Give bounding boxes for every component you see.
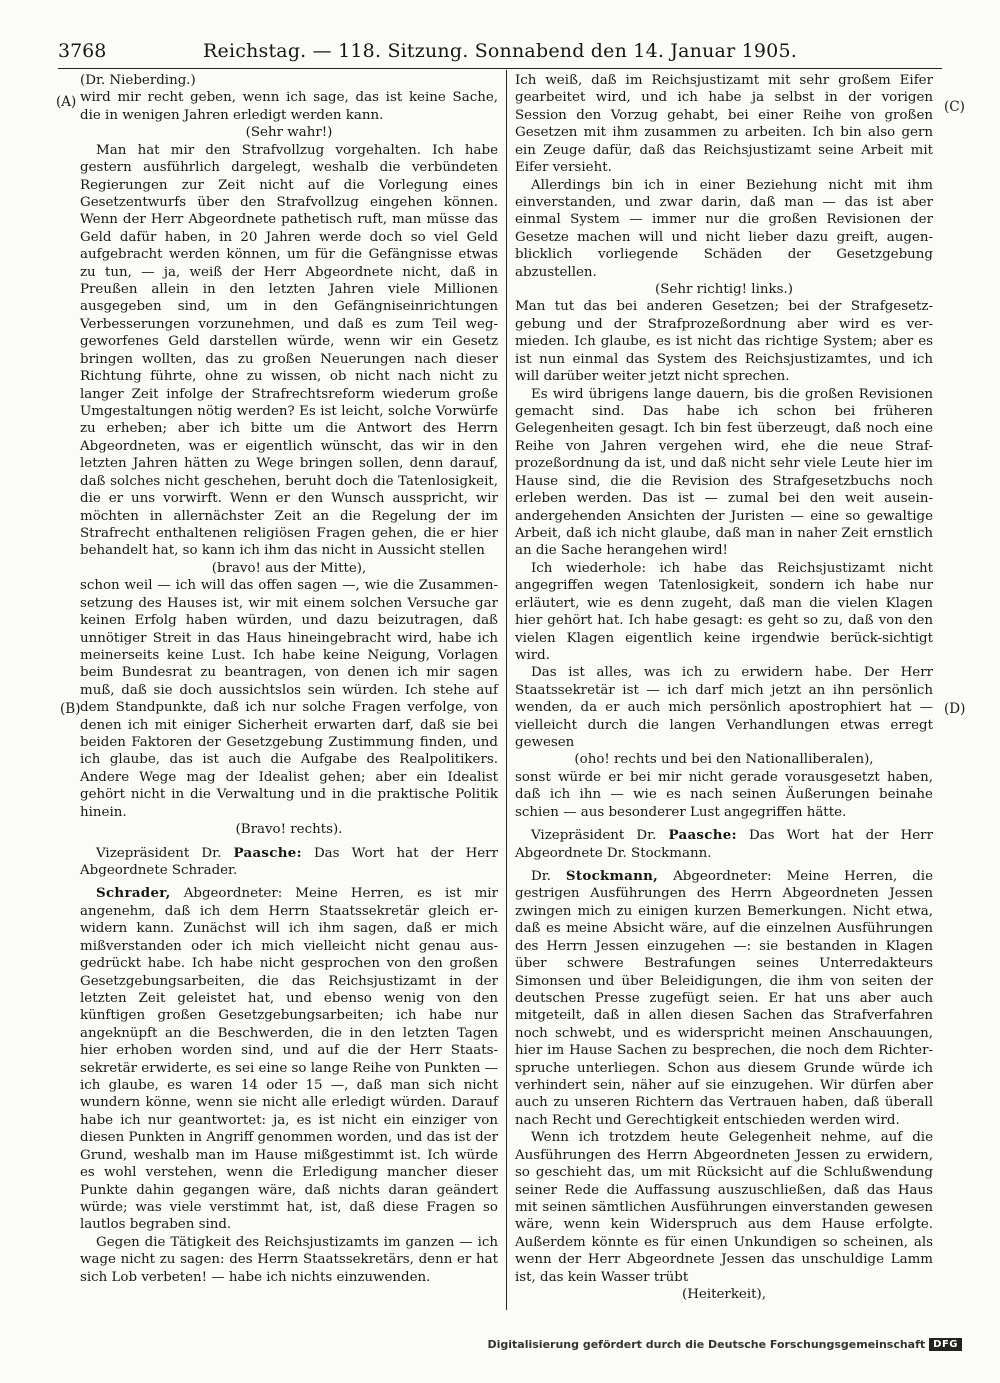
speech-text: Abgeordneter: Meine Herren, es ist mir angenehm, daß ich dem Herrn Staatssekretär gleich er-widern kann. Zunächst will ich ihm sagen, daß er mich mißverstanden oder ich mich vielleicht nicht genau aus-gedrückt habe. Ich habe nicht gesprochen von den großen Gesetzgebungsarbeiten, die das Reichsjustizamt in der letzten Zeit geleistet hat, und ebenso wenig von den künftigen großen Gesetzgebungsarbeiten; ich habe nur angeknüpft an die Beschwerden, die in den letzten Tagen hier erhoben worden sind, und auf die der Herr Staats-sekretär erwiderte, es sei eine so lange Reihe von Punkten — ich glaube, es waren 14 oder 15 —, daß man sich nicht wundern könne, wenn sie nicht alle erledigt würden. Darauf habe ich nur geantwortet: ja, es ist nicht ein einziger von diesen Punkten in Angriff genommen worden, und das ist der Grund, weshalb man im Hause mißgestimmt ist. Ich würde es wohl verstehen, wenn die Erledigung mancher dieser Punkte dahin gegangen wäre, daß nichts daran geändert würde; was viele verstimmt hat, ist, daß diese Fragen so lautlos begraben sind. bbox=[80, 886, 498, 1233]
vice-president-remark bbox=[515, 827, 933, 862]
speech-schrader bbox=[80, 885, 498, 1233]
interjection: (Sehr wahr!) bbox=[245, 125, 333, 141]
column-divider bbox=[506, 70, 507, 1310]
speaker-continued: (Dr. Nieberding.) bbox=[80, 73, 196, 88]
page-number: 3768 bbox=[58, 40, 107, 62]
paragraph: schon weil — ich will das offen sagen —, wie die Zusammen-setzung des Hauses ist, wir mit einem solchen Versuche gar keinen Erfolg haben würden, und dazu beizutragen, daß unnötiger Streit in das Haus hineingebracht wird, habe ich meinerseits keine Lust. Ich habe keine Neigung, Vorlagen beim Bundesrat zu beantragen, von denen ich mir sagen muß, daß sie doch aussichtslos sein würden. Ich stehe auf dem Standpunkte, daß ich nur solche Fragen verfolge, von denen ich mit einiger Sicherheit erwarten darf, daß sie bei beiden Faktoren der Gesetzgebung Zustimmung finden, und ich glaube, das ist auch die Aufgabe des Realpolitikers. Andere Wege mag der Idealist gehen; aber ein Idealist gehört nicht in die Verwaltung und in die praktische Politik hinein. bbox=[80, 578, 498, 820]
margin-marker-b: (B) bbox=[60, 701, 81, 717]
paragraph: Wenn ich trotzdem heute Gelegenheit nehme, auf die Ausführungen des Herrn Abgeordneten Jessen zu erwidern, so geschieht das, um mit Rücksicht auf die Schlußwendung seiner Rede die Auffassung auszuschließen, daß das Haus mit seinen sämtlichen Ausführungen einverstanden gewesen wäre, wenn kein Widerspruch aus dem Hause erfolgte. Außerdem könnte es für einen Unkundigen so scheinen, als wenn der Herr Abgeordnete Jessen das unschuldige Lamm ist, das kein Wasser trübt bbox=[515, 1130, 933, 1285]
paragraph: Man hat mir den Strafvollzug vorgehalten. Ich habe gestern ausführlich dargelegt, weshalb die verbündeten Regierungen zur Zeit nicht auf die Vorlegung eines Gesetzentwurfs über den Strafvollzug eingehen können. Wenn der Herr Abgeordnete pathetisch ruft, man müsse das Geld dafür haben, in 20 Jahren werde doch so viel Geld aufgebracht werden können, um für die Gefängnisse etwas zu tun, — ja, weiß der Herr Abgeordnete nicht, daß in Preußen allein in den letzten Jahren viele Millionen ausgegeben sind, um in den Gefängniseinrichtungen Verbesserungen vorzunehmen, und daß es zum Teil weg-geworfenes Geld darstellen würde, wenn wir ein Gesetz bringen wollten, das zu großen Neuerungen nach dieser Richtung führte, ohne zu wissen, ob nicht nach nicht zu langer Zeit infolge der Strafrechtsreform wiederum große Umgestaltungen nötig werden? Es ist leicht, solche Vorwürfe zu erheben; aber ich bitte um die Antwort des Herrn Abgeordneten, was er eigentlich wünscht, das wir in den letzten Jahren hätten zu Wege bringen sollen, denn darauf, daß solches nicht geschehen, beruht doch die Tatenlosigkeit, die er uns vorwirft. Wenn er den Wunsch ausspricht, wir möchten in allernächster Zeit an die Regelung der im Strafrecht enthaltenen religiösen Fragen gehen, die er hier behandelt hat, so kann ich ihm das nicht in Aussicht stellen bbox=[80, 142, 498, 559]
speech-text: Abgeordneter: Meine Herren, die gestrigen Ausführungen des Herrn Abgeordneten Jessen zwingen mich zu einigen kurzen Bemerkungen. Nicht etwa, daß es meine Absicht wäre, auf die einzelnen Ausführungen des Herrn Jessen einzugehen —: sie bestanden in Klagen über schwere Bestrafungen seines Unterredakteurs Simonsen und über Beleidigungen, die ihm von seiten der deutschen Presse zugefügt seien. Er hat uns aber auch mitgeteilt, daß in allen diesen Sachen das Strafverfahren noch schwebt, und es widerspricht meinen Anschauungen, hier im Hause Sachen zu besprechen, die noch dem Richter-spruche unterliegen. Schon aus diesem Grunde würde ich verhindert sein, näher auf sie einzugehen. Wir dürfen aber auch zu unseren Richtern das Vertrauen haben, daß überall nach Recht und Gerechtigkeit entschieden werden wird. bbox=[515, 868, 933, 1128]
paragraph: Gegen die Tätigkeit des Reichsjustizamts im ganzen — ich wage nicht zu sagen: des Herrn Staatssekretärs, denn er hat sich Lob verbeten! — habe ich nichts einzuwenden. bbox=[80, 1234, 498, 1285]
paragraph: Ich weiß, daß im Reichsjustizamt mit sehr großem Eifer gearbeitet wird, und ich habe ja selbst in der vorigen Session den Vorzug gehabt, bei einer Reihe von großen Gesetzen mit ihm zusammen zu arbeiten. Ich bin also gern ein Zeuge dafür, daß das Reichsjustizamt seine Arbeit mit Eifer versieht. bbox=[515, 73, 933, 176]
speaker-name: Schrader, bbox=[96, 885, 171, 902]
left-column bbox=[80, 72, 498, 1286]
running-head: Reichstag. — 118. Sitzung. Sonnabend den 14. Januar 1905. bbox=[203, 40, 797, 62]
speaker-name: Stockmann, bbox=[565, 867, 659, 884]
dfg-logo-icon: DFG bbox=[929, 1338, 962, 1351]
speaker-prefix: Dr. bbox=[531, 868, 566, 884]
speech-stockmann bbox=[515, 868, 933, 1129]
page-header bbox=[58, 40, 942, 70]
vice-president-remark bbox=[80, 845, 498, 880]
right-column bbox=[515, 72, 933, 1304]
interjection: (Sehr richtig! links.) bbox=[655, 282, 793, 298]
speaker-name: Paasche: bbox=[668, 827, 737, 844]
paragraph: Das ist alles, was ich zu erwidern habe. Der Herr Staatssekretär ist — ich darf mich jetzt an ihn persönlich wenden, da er auch mich persönlich apostrophiert hat — vielleicht durch die langen Verhandlungen etwas erregt gewesen bbox=[515, 665, 933, 751]
paragraph: wird mir recht geben, wenn ich sage, das ist keine Sache, die in wenigen Jahren erledigt werden kann. bbox=[80, 90, 498, 123]
margin-marker-d: (D) bbox=[944, 701, 966, 717]
interjection: (Heiterkeit), bbox=[682, 1287, 766, 1303]
vp-prefix: Vizepräsident Dr. bbox=[531, 828, 669, 844]
funding-footer bbox=[487, 1338, 962, 1351]
header-rule bbox=[58, 68, 942, 69]
paragraph: Man tut das bei anderen Gesetzen; bei der Strafgesetz-gebung und der Strafprozeßordnung aber wird es ver-mieden. Ich glaube, es ist nicht das richtige System; aber es ist nun einmal das System des Reichsjustizamtes, und ich will darüber weiter jetzt nicht sprechen. bbox=[515, 299, 933, 385]
vp-text: Das Wort hat der Herr Abgeordnete Schrader. bbox=[80, 845, 498, 878]
funding-note: Digitalisierung gefördert durch die Deutsche Forschungsgemeinschaft bbox=[487, 1338, 926, 1351]
interjection: (Bravo! rechts). bbox=[235, 822, 343, 838]
speaker-name: Paasche: bbox=[233, 844, 302, 861]
margin-marker-c: (C) bbox=[944, 99, 965, 115]
paragraph: sonst würde er bei mir nicht gerade vorausgesetzt haben, daß ich ihn — wie es nach seinen Äußerungen beinahe schien — aus besonderer Lust angegriffen hätte. bbox=[515, 769, 933, 820]
paragraph: Ich wiederhole: ich habe das Reichsjustizamt nicht angegriffen wegen Tatenlosigkeit, sondern ich habe nur erläutert, wie es denn zugeht, daß man die vielen Klagen hier gehört hat. Ich habe gesagt: es geht so zu, daß von den vielen Klagen eigentlich keine irgendwie berück-sichtigt wird. bbox=[515, 560, 933, 663]
margin-marker-a: (A) bbox=[56, 94, 77, 110]
interjection: (oho! rechts und bei den Nationalliberalen), bbox=[574, 752, 874, 768]
interjection: (bravo! aus der Mitte), bbox=[211, 560, 367, 576]
paragraph: Allerdings bin ich in einer Beziehung nicht mit ihm einverstanden, und zwar darin, daß man — das ist aber einmal System — immer nur die großen Revisionen der Gesetze machen will und nicht lieber dazu greift, augen-blicklich vorliegende Schäden der Gesetzgebung abzustellen. bbox=[515, 177, 933, 280]
vp-text: Das Wort hat der Herr Abgeordnete Dr. Stockmann. bbox=[515, 828, 933, 861]
paragraph: Es wird übrigens lange dauern, bis die großen Revisionen gemacht sind. Das habe ich schon bei früheren Gelegenheiten gesagt. Ich bin fest überzeugt, daß noch eine Reihe von Jahren vergehen wird, ehe die neue Straf-prozeßordnung da ist, und daß nicht sehr viele Leute hier im Hause sind, die die Revision des Strafgesetzbuchs noch erleben werden. Das ist — zumal bei den weit ausein-andergehenden Ansichten der Juristen — eine so gewaltige Arbeit, daß ich nicht glaube, daß man in naher Zeit ernstlich an die Sache herangehen wird! bbox=[515, 386, 933, 559]
vp-prefix: Vizepräsident Dr. bbox=[96, 845, 234, 861]
